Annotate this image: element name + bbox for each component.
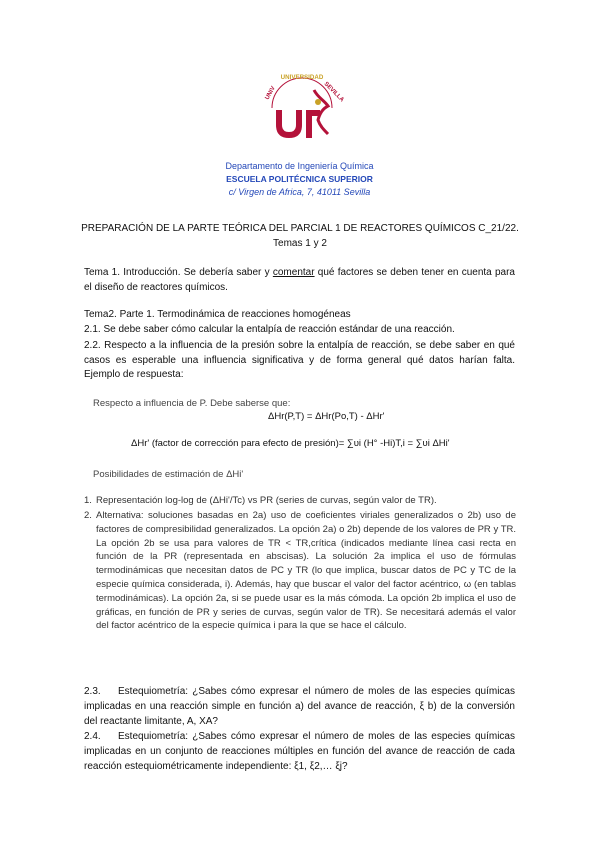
list-item-text: Alternativa: soluciones basadas en 2a) uso de coeficientes viriales generalizados o 2b) uso de factores de compresibilidad generalizados. La opción 2a) o 2b) depende de los valores de PR y TR. La opción 2b se usa para valores de TR < TR,crítica (indicados mediante línea casi recta en función de la PR (representada en abscisas). La solución 2a implica el uso de fórmulas termodinámicas que necesitan datos de PC y TR (lo que implica, buscar datos de PC y TC de la especie química considerada, i). Además, hay que buscar el valor del factor acéntrico, ω (en tablas termodinámicas). La opción 2a, si se puede usar es la más cómoda. La opción 2b implica el uso de gráficas, en función de PR y series de curvas, según valor de TR). Se necesitará además el valor del factor acéntrico de la especie química i para la que se hace el cálculo. bbox=[96, 510, 516, 632]
school-name: ESCUELA POLITÉCNICA SUPERIOR bbox=[226, 174, 373, 184]
tema1-paragraph bbox=[84, 266, 515, 295]
svg-text:SEVILLA: SEVILLA bbox=[322, 81, 345, 104]
svg-text:UNIV: UNIV bbox=[264, 85, 277, 101]
section-text: Estequiometría: ¿Sabes cómo expresar el número de moles de las especies químicas implicadas en un conjunto de reacciones múltiples en función del avance de reacción de cada reacción estequiométricamente independiente: ξ1, ξ2,… ξj? bbox=[84, 731, 515, 772]
item-2-1: 2.1. Se debe saber cómo calcular la entalpía de reacción estándar de una reacción. bbox=[84, 324, 455, 335]
item-2-2: 2.2. Respecto a la influencia de la presión sobre la entalpía de reacción, se debe saber en qué casos es esperable una influencia significativa y de forma general qué datos harían falta. Ejemplo de respuesta: bbox=[84, 340, 515, 380]
university-seal-icon bbox=[262, 70, 345, 150]
tema1-underlined: comentar bbox=[272, 267, 315, 278]
equation-correction: ΔHr' (factor de corrección para efecto de presión)= ∑υi (H° -Hi)T,i = ∑υi ΔHi' bbox=[131, 438, 450, 449]
equation-enthalpy: ΔHr(P,T) = ΔHr(Po,T) - ΔHr' bbox=[268, 411, 385, 422]
list-item bbox=[84, 509, 516, 633]
list-item bbox=[84, 494, 516, 508]
section-text: Estequiometría: ¿Sabes cómo expresar el número de moles de las especies químicas implicadas en una reacción simple en función a) del avance de reacción, ξ b) de la conversión del reactante limitante, A, XA? bbox=[84, 686, 515, 727]
document-title: PREPARACIÓN DE LA PARTE TEÓRICA DEL PARCIAL 1 DE REACTORES QUÍMICOS C_21/22. bbox=[81, 223, 519, 234]
list-item-number: 1. bbox=[84, 495, 92, 506]
list-item-number: 2. bbox=[84, 510, 92, 521]
department-name: Departamento de Ingeniería Química bbox=[225, 161, 374, 171]
list-item-text: Representación log-log de (ΔHi'/Tc) vs PR (series de curvas, según valor de TR). bbox=[96, 495, 437, 506]
address: c/ Virgen de Africa, 7, 41011 Sevilla bbox=[228, 187, 371, 197]
answer-intro: Respecto a influencia de P. Debe saberse que: bbox=[93, 398, 291, 409]
tema2-heading: Tema2. Parte 1. Termodinámica de reacciones homogéneas bbox=[84, 309, 351, 320]
possibilities-heading: Posibilidades de estimación de ΔHi' bbox=[93, 469, 244, 480]
section-number: 2.4. bbox=[84, 731, 101, 742]
document-subtitle: Temas 1 y 2 bbox=[273, 238, 327, 249]
tema1-suffix: qué factores se deben tener en cuenta para el diseño de reactores químicos. bbox=[84, 267, 515, 293]
section-2-4 bbox=[84, 729, 515, 774]
section-2-3 bbox=[84, 684, 515, 729]
svg-text:UNIVERSIDAD: UNIVERSIDAD bbox=[280, 74, 324, 81]
section-number: 2.3. bbox=[84, 686, 101, 697]
tema1-prefix: Tema 1. Introducción. Se debería saber y bbox=[84, 267, 273, 278]
